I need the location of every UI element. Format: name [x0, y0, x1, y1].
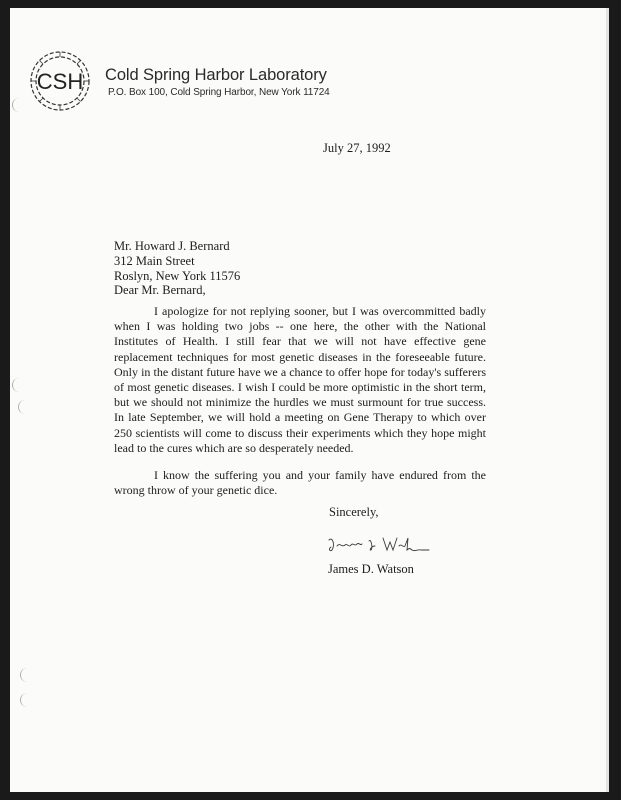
binder-hole-mark [18, 400, 29, 414]
binder-hole-mark [20, 668, 31, 682]
dna-ring-icon [24, 45, 96, 117]
binder-hole-mark [12, 378, 23, 392]
logo-letters: CSH [36, 69, 84, 94]
body-paragraph-2: I know the suffering you and your family have endured from the wrong throw of your genetic dice. [114, 468, 486, 498]
binder-hole-mark [20, 693, 31, 707]
body-paragraph-1: I apologize for not replying sooner, but I was overcommitted badly when I was holding two jobs -- one here, the other with the National Institutes of Health. I still fear that we will not have effective gene replacement techniques for most genetic diseases in the foreseeable future. Only in the distant future have we a chance to offer hope for today's sufferers of most genetic diseases. I wish I could be more optimistic in the short term, but we should not minimize the hurdles we must surmount for true success. In late September, we will hold a meeting on Gene Therapy to which over 250 scientists will come to discuss their experiments which they hope might lead to the cures which are so desperately needed. [114, 304, 486, 455]
binder-hole-mark [12, 98, 23, 112]
handwritten-signature [325, 532, 435, 556]
signer-name: James D. Watson [328, 562, 414, 576]
organization-name: Cold Spring Harbor Laboratory [105, 66, 327, 84]
salutation: Dear Mr. Bernard, [114, 283, 206, 297]
organization-address: P.O. Box 100, Cold Spring Harbor, New York 11724 [108, 87, 330, 98]
letter-date: July 27, 1992 [323, 141, 391, 155]
recipient-city: Roslyn, New York 11576 [114, 269, 241, 283]
letter-page [10, 8, 609, 792]
csh-logo [24, 45, 96, 117]
recipient-street: 312 Main Street [114, 254, 195, 268]
recipient-name: Mr. Howard J. Bernard [114, 239, 230, 253]
closing: Sincerely, [329, 505, 379, 519]
recipient-address-block [114, 239, 240, 284]
